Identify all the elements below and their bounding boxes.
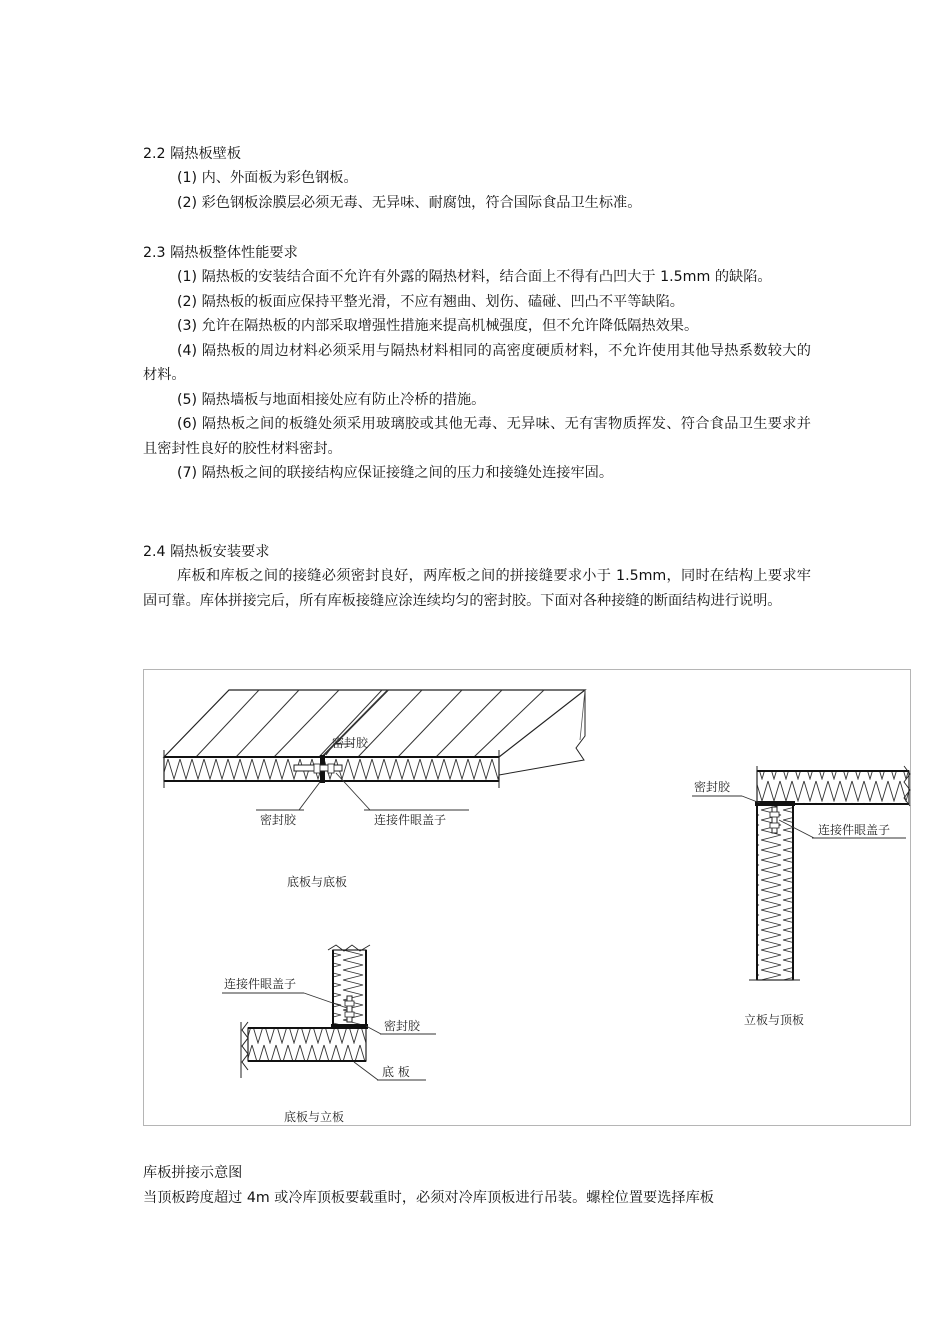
list-item: (1) 隔热板的安装结合面不允许有外露的隔热材料，结合面上不得有凸凹大于 1.5mm 的缺陷。 [177,269,772,285]
sealant-label: 密封胶 [694,780,731,794]
floor-wall-title: 底板与立板 [284,1110,345,1124]
sealant-label-top: 密封胶 [332,736,369,750]
section-2-3-heading: 2.3 隔热板整体性能要求 [143,245,298,261]
floor-panel-section [248,1028,366,1061]
section-2-4-body: 库板和库板之间的接缝必须密封良好，两库板之间的拼接缝要求小于 1.5mm，同时在结构上要求牢固可靠。库体拼接完后，所有库板接缝应涂连续均匀的密封胶。下面对各种接缝的断面结构进行说明。 [143,568,811,609]
tail-paragraph: 当顶板跨度超过 4m 或冷库顶板要载重时，必须对冷库顶板进行吊装。螺栓位置要选择库板 [143,1190,714,1206]
figure-caption: 库板拼接示意图 [143,1165,243,1181]
connector-cap [772,807,777,833]
section-2-2-heading: 2.2 隔热板壁板 [143,146,242,162]
joint-sealant [331,1024,368,1029]
surface-ribs [196,690,544,757]
panel-joint-figure [143,669,911,1126]
section-2-2-list [143,166,811,215]
list-item: (3) 允许在隔热板的内部采取增强性措施来提高机械强度，但不允许降低隔热效果。 [177,318,699,334]
list-item: (2) 彩色钢板涂膜层必须无毒、无异味、耐腐蚀，符合国际食品卫生标准。 [177,194,642,211]
wall-ceiling-title: 立板与顶板 [744,1013,805,1027]
section-2-3-list [143,265,811,486]
joint-sealant [755,801,795,806]
section-2-4-body-wrap [143,564,811,613]
panel-joint-drawing [144,670,912,1127]
list-item: (5) 隔热墙板与地面相接处应有防止冷桥的措施。 [177,391,486,408]
ceiling-panel-section [757,771,909,804]
connector-cap-label: 连接件眼盖子 [818,823,891,837]
floor-floor-title: 底板与底板 [287,875,348,889]
sealant-label: 密封胶 [384,1019,421,1033]
sealant-label-bottom: 密封胶 [260,813,297,827]
list-item: (4) 隔热板的周边材料必须采用与隔热材料相同的高密度硬质材料，不允许使用其他导热系数较大的材料。 [143,342,811,383]
list-item: (2) 隔热板的板面应保持平整光滑，不应有翘曲、划伤、磕碰、凹凸不平等缺陷。 [177,293,684,310]
connector-cap-label: 连接件眼盖子 [224,977,297,991]
floor-wall-joint [222,945,436,1124]
list-item: (6) 隔热板之间的板缝处须采用玻璃胶或其他无毒、无异味、无有害物质挥发、符合食品卫生要求并且密封性良好的胶性材料密封。 [143,416,811,457]
section-2-4-heading: 2.4 隔热板安装要求 [143,544,270,560]
list-item: (1) 内、外面板为彩色钢板。 [177,170,358,186]
wall-ceiling-joint [692,766,910,1027]
connector-cap [347,996,352,1022]
floor-panel-label: 底 板 [382,1065,410,1079]
connector-cap-label: 连接件眼盖子 [374,813,447,827]
list-item: (7) 隔热板之间的联接结构应保证接缝之间的压力和接缝处连接牢固。 [177,465,614,481]
floor-floor-joint [164,690,585,889]
